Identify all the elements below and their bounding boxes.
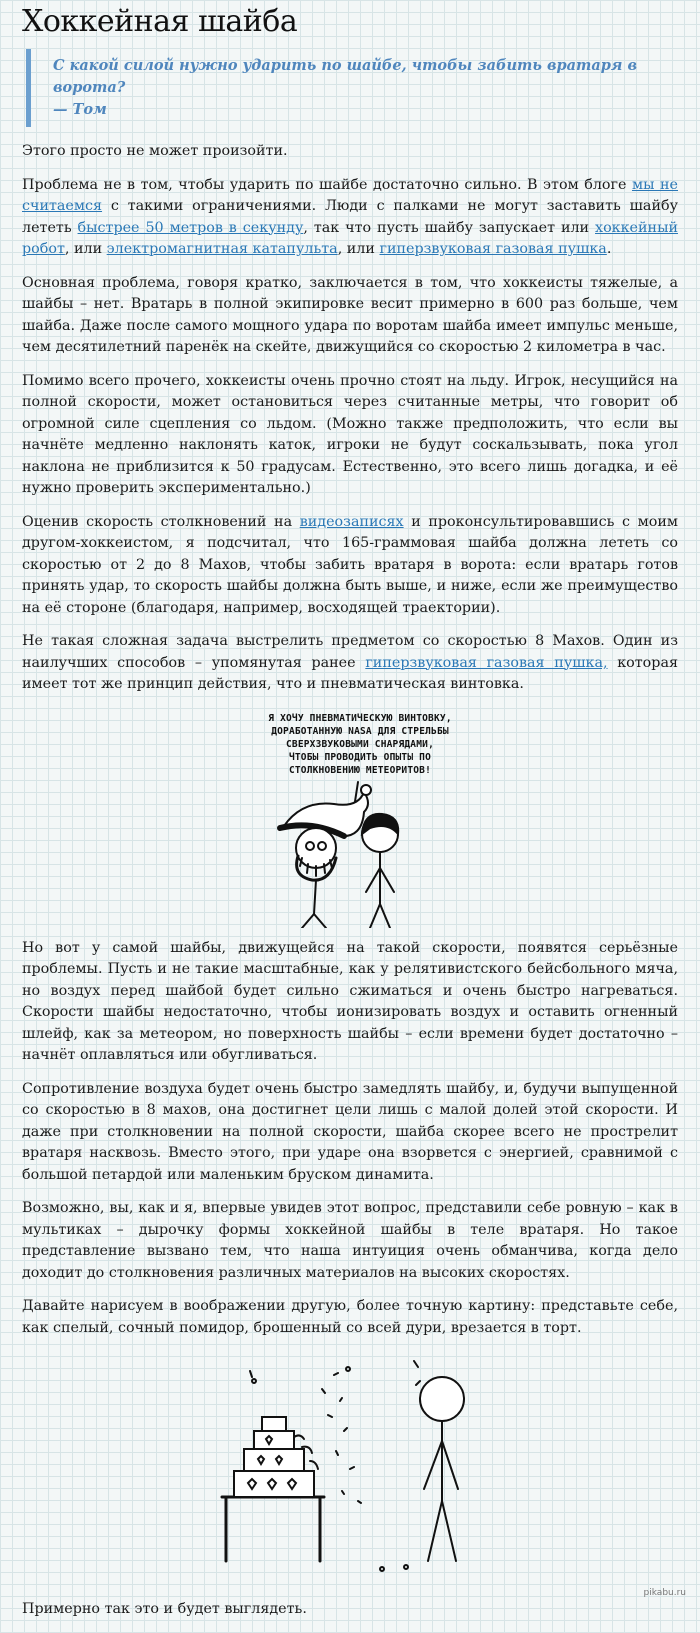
paragraph-5: Оценив скорость столкновений на видеозаписях и проконсультировавшись с моим другом-хоккеистом, я подсчитал, что 165-граммовая шайба должна лететь со скоростью от 2 до 8 Махов, чтобы забить вратаря в ворота: если вратарь готов принять удар, то скорость шайбы должна быть выше, и ниже, если же преимущество на её стороне (благодаря, например, восходящей траектории). bbox=[22, 513, 678, 616]
santa-figure bbox=[280, 785, 371, 928]
stick-figure bbox=[420, 1377, 464, 1561]
comic-drawing-2 bbox=[22, 1351, 678, 1591]
paragraph-7: Но вот у самой шайбы, движущейся на такой скорости, появятся серьёзные проблемы. Пусть и не такие масштабные, как у релятивистского бейсбольного мяча, но воздух перед шайбой будет сильно сжиматься и очень быстро нагреваться. Скорости шайбы недостаточно, чтобы ионизировать воздух и оставить огненный шлейф, как за метеором, но поверхность шайбы – если времени будет достаточно – начнёт оплавляться или обугливаться. bbox=[22, 939, 678, 1063]
comic-drawing bbox=[22, 708, 678, 928]
paragraph-2: Проблема не в том, чтобы ударить по шайбе достаточно сильно. В этом блоге мы не считаемся с такими ограничениями. Люди с палками не могут заставить шайбу лететь быстрее 50 метров в секунду, так что пусть шайбу запускает или хоккейный робот, или электромагнитная катапульта, или гиперзвуковая газовая пушка. bbox=[22, 176, 678, 257]
speech-bubble-text: Я ХОЧУ ПНЕВМАТИЧЕСКУЮ ВИНТОВКУ, ДОРАБОТАННУЮ NASA ДЛЯ СТРЕЛЬБЫ СВЕРХЗВУКОВЫМИ СНАРЯДАМИ, ЧТОБЫ ПРОВОДИТЬ ОПЫТЫ ПО СТОЛКНОВЕНИЮ МЕТЕОРИТОВ! bbox=[268, 712, 452, 776]
link-gas-gun-2[interactable]: гиперзвуковая газовая пушка, bbox=[365, 654, 608, 671]
link-faster-50-mps[interactable]: быстрее 50 метров в секунду bbox=[77, 219, 304, 236]
link-em-catapult[interactable]: электромагнитная катапульта bbox=[106, 241, 338, 257]
question-author: — Том bbox=[53, 101, 107, 118]
paragraph-4: Помимо всего прочего, хоккеисты очень прочно стоят на льду. Игрок, несущийся на полной скорости, может остановиться через считанные метры, что говорит об огромной силе сцепления со льдом. (Можно также предположить, что если вы начнёте медленно наклонять каток, игроки не будут соскальзывать, пока угол наклона не приблизится к 50 градусам. Естественно, это всего лишь догадка, и её нужно проверить экспериментально.) bbox=[22, 372, 678, 496]
kid-figure bbox=[362, 813, 398, 927]
paragraph-8: Сопротивление воздуха будет очень быстро замедлять шайбу, и, будучи выпущенной со скоростью в 8 махов, она достигнет цели лишь с малой долей этой скорости. И даже при столкновении на полной скорости, шайба скорее всего не прострелит вратаря насквозь. Вместо этого, при ударе она взорвется с энергией, сравнимой с большой петардой или маленьким бруском динамита. bbox=[22, 1080, 678, 1183]
table-with-cake bbox=[222, 1417, 324, 1561]
paragraph-9: Возможно, вы, как и я, впервые увидев этот вопрос, представили себе ровную – как в мультиках – дырочку формы хоккейной шайбы в теле вратаря. Но такое представление вызвано тем, что наша интуиция очень обманчива, когда дело доходит до столкновения различных материалов на высоких скоростях. bbox=[22, 1200, 678, 1281]
link-gas-gun[interactable]: гиперзвуковая газовая пушка bbox=[379, 241, 607, 257]
comic-santa-air-rifle bbox=[22, 708, 678, 928]
watermark: pikabu.ru bbox=[643, 1588, 686, 1598]
link-hockey-robot[interactable]: хоккейный робот bbox=[22, 219, 678, 257]
article bbox=[22, 0, 678, 1633]
paragraph-3: Основная проблема, говоря кратко, заключается в том, что хоккеисты тяжелые, а шайбы – нет. Вратарь в полной экипировке весит примерно в 600 раз больше, чем шайба. Даже после самого мощного удара по воротам шайба имеет импульс меньше, чем десятилетний паренёк на скейте, движущийся со скоростью 2 километра в час. bbox=[22, 274, 678, 355]
page-title: Хоккейная шайба bbox=[22, 4, 298, 39]
paragraph-11: Примерно так это и будет выглядеть. bbox=[22, 1601, 307, 1617]
paragraph-6: Не такая сложная задача выстрелить предметом со скоростью 8 Махов. Один из наилучших способов – упомянутая ранее гиперзвуковая газовая пушка, которая имеет тот же принцип действия, что и пневматическая винтовка. bbox=[22, 633, 678, 692]
link-we-dont-care[interactable]: мы не считаемся bbox=[22, 176, 678, 214]
comic-tomato-cake bbox=[22, 1351, 678, 1591]
paragraph-10: Давайте нарисуем в воображении другую, более точную картину: представьте себе, как спелый, сочный помидор, брошенный со всей дури, врезается в торт. bbox=[22, 1298, 678, 1336]
paragraph-1: Этого просто не может произойти. bbox=[22, 143, 288, 159]
link-videos[interactable]: видеозаписях bbox=[299, 513, 404, 530]
question-text: С какой силой нужно ударить по шайбе, чтобы забить вратаря в ворота? bbox=[53, 57, 638, 96]
question-blockquote bbox=[26, 49, 678, 127]
